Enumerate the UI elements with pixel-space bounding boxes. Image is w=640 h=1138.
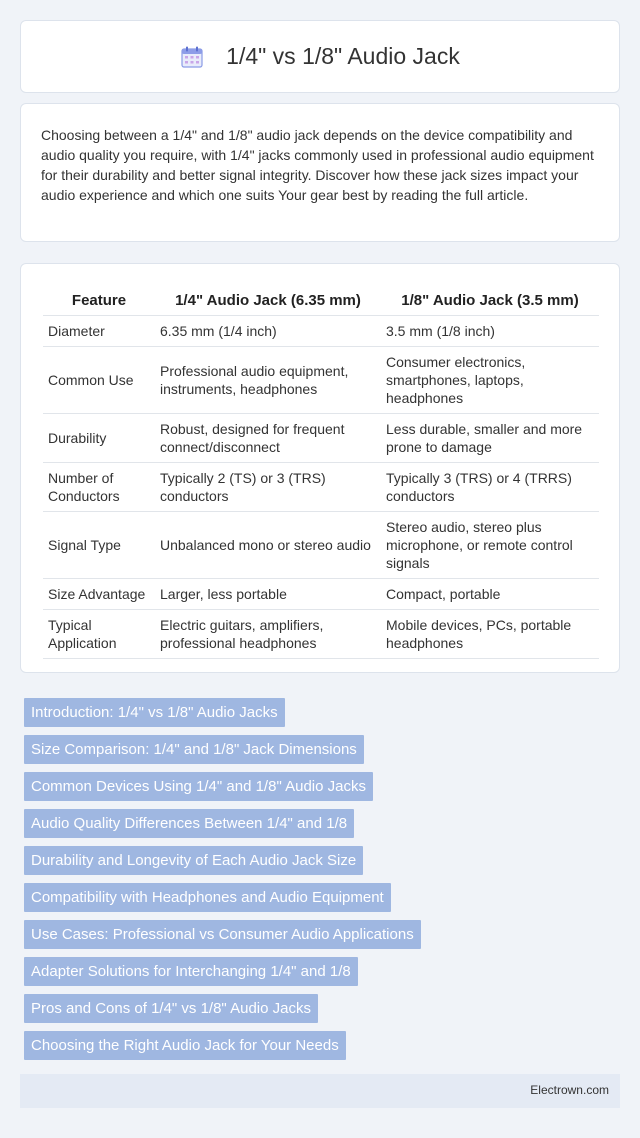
table-cell-quarter-inch: Unbalanced mono or stereo audio [155,512,381,579]
article-links [24,698,421,1068]
table-cell-eighth-inch: Consumer electronics, smartphones, laptops, headphones [381,347,599,414]
table-cell-eighth-inch: Mobile devices, PCs, portable headphones [381,610,599,659]
intro-paragraph: Choosing between a 1/4" and 1/8" audio jack depends on the device compatibility and audio quality you require, with 1/4" jacks commonly used in professional audio equipment for their durability and better signal integrity. Discover how these jack sizes impact your audio experience and which one suits Your gear best by reading the full article. [41,127,594,203]
footer-site-name[interactable]: Electrown.com [530,1083,609,1097]
link-audio-quality[interactable]: Audio Quality Differences Between 1/4" and 1/8 [24,809,354,838]
link-pros-cons[interactable]: Pros and Cons of 1/4" vs 1/8" Audio Jacks [24,994,318,1023]
table-cell-quarter-inch: Typically 2 (TS) or 3 (TRS) conductors [155,463,381,512]
table-cell-eighth-inch: Compact, portable [381,579,599,610]
table-cell-eighth-inch: Less durable, smaller and more prone to damage [381,414,599,463]
table-row [43,463,599,512]
table-cell-quarter-inch: 6.35 mm (1/4 inch) [155,316,381,347]
table-cell-eighth-inch: 3.5 mm (1/8 inch) [381,316,599,347]
link-use-cases[interactable]: Use Cases: Professional vs Consumer Audio Applications [24,920,421,949]
calendar-icon [180,45,204,69]
table-cell-eighth-inch: Stereo audio, stereo plus microphone, or remote control signals [381,512,599,579]
link-adapter-solutions[interactable]: Adapter Solutions for Interchanging 1/4" and 1/8 [24,957,358,986]
table-cell-feature: Common Use [43,347,155,414]
link-common-devices[interactable]: Common Devices Using 1/4" and 1/8" Audio Jacks [24,772,373,801]
table-cell-quarter-inch: Larger, less portable [155,579,381,610]
table-cell-quarter-inch: Robust, designed for frequent connect/disconnect [155,414,381,463]
title-card [20,20,620,93]
table-cell-feature: Signal Type [43,512,155,579]
table-row [43,579,599,610]
table-cell-feature: Number of Conductors [43,463,155,512]
link-durability[interactable]: Durability and Longevity of Each Audio Jack Size [24,846,363,875]
link-introduction[interactable]: Introduction: 1/4" vs 1/8" Audio Jacks [24,698,285,727]
table-header-feature: Feature [43,284,155,316]
link-choosing[interactable]: Choosing the Right Audio Jack for Your Needs [24,1031,346,1060]
table-row [43,347,599,414]
table-cell-feature: Size Advantage [43,579,155,610]
intro-card [20,103,620,242]
table-cell-eighth-inch: Typically 3 (TRS) or 4 (TRRS) conductors [381,463,599,512]
table-row [43,610,599,659]
table-header-row [43,284,599,316]
link-compatibility[interactable]: Compatibility with Headphones and Audio Equipment [24,883,391,912]
table-cell-quarter-inch: Professional audio equipment, instruments, headphones [155,347,381,414]
footer [20,1074,620,1108]
table-cell-feature: Durability [43,414,155,463]
link-size-comparison[interactable]: Size Comparison: 1/4" and 1/8" Jack Dimensions [24,735,364,764]
comparison-table-card [20,263,620,673]
comparison-table [43,284,599,659]
page-title: 1/4" vs 1/8" Audio Jack [226,43,460,69]
table-row [43,414,599,463]
table-header-eighth-inch: 1/8" Audio Jack (3.5 mm) [381,284,599,316]
table-cell-quarter-inch: Electric guitars, amplifiers, professional headphones [155,610,381,659]
table-row [43,316,599,347]
table-cell-feature: Typical Application [43,610,155,659]
table-row [43,512,599,579]
table-cell-feature: Diameter [43,316,155,347]
table-header-quarter-inch: 1/4" Audio Jack (6.35 mm) [155,284,381,316]
